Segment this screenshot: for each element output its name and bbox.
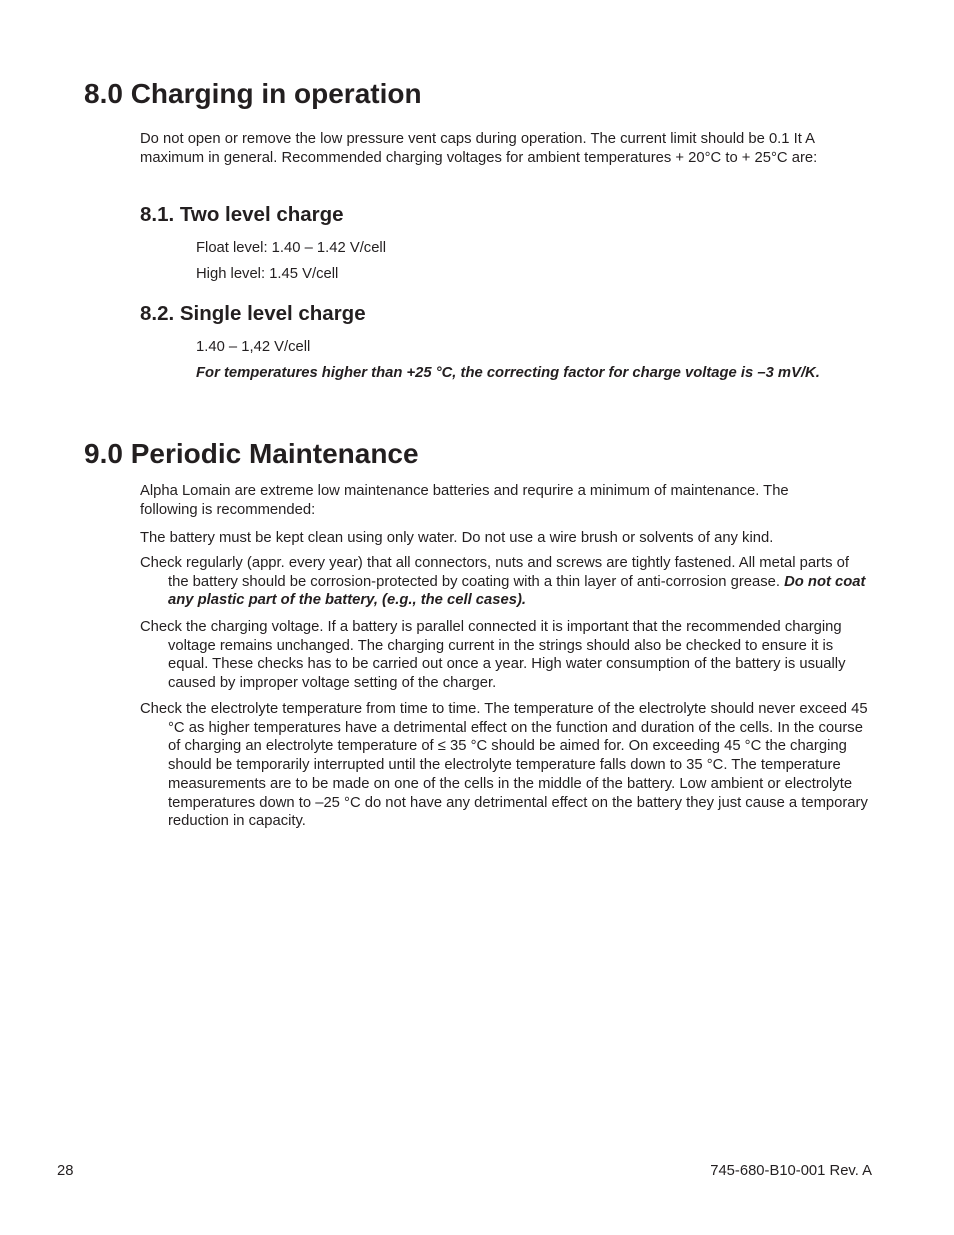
section-9-heading: 9.0 Periodic Maintenance <box>84 438 419 469</box>
section-8-intro: Do not open or remove the low pressure vent caps during operation. The current limit should be 0.1 It A maximum in general. Recommended charging voltages for ambient temperatures + 20°C to + 25°C are: <box>140 131 818 166</box>
connectors-warning: Do not coat any plastic part of the battery, (e.g., the cell cases). <box>168 573 866 609</box>
page-number: 28 <box>57 1163 74 1179</box>
temperature-correction-note: For temperatures higher than +25 °C, the correcting factor for charge voltage is –3 mV/K. <box>196 365 820 381</box>
maintenance-item-charging-voltage: Check the charging voltage. If a battery is parallel connected it is important that the recommended charging voltage remains unchanged. The charging current in the strings should also be checked to ensure it is equal. These checks has to be carried out once a year. High water consumption of the battery is usually caused by improper voltage setting of the charger. <box>140 619 846 692</box>
single-level-voltage-text: 1.40 – 1,42 V/cell <box>196 339 311 355</box>
connectors-text: Check regularly (appr. every year) that all connectors, nuts and screws are tightly fastened. All metal parts of the battery should be corrosion-protected by coating with a thin layer of anti-corrosion grease. <box>140 555 849 590</box>
document-number: 745-680-B10-001 Rev. A <box>710 1163 872 1179</box>
float-level-text: Float level: 1.40 – 1.42 V/cell <box>196 240 387 256</box>
section-8-heading: 8.0 Charging in operation <box>84 78 422 109</box>
subsection-8-1-heading: 8.1. Two level charge <box>140 203 344 226</box>
maintenance-item-electrolyte-temperature: Check the electrolyte temperature from time to time. The temperature of the electrolyte should never exceed 45 °C as higher temperatures have a detrimental effect on the function and duration of the cells. In the course of charging an electrolyte temperature of ≤ 35 °C should be aimed for. On exceeding 45 °C the charging should be temporarily interrupted until the electrolyte temperature falls down to 35 °C. The temperature measurements are to be made on one of the cells in the middle of the battery. Low ambient or electrolyte temperatures down to –25 °C do not have any detrimental effect on the battery they just cause a temporary reduction in capacity. <box>140 701 868 830</box>
high-level-text: High level: 1.45 V/cell <box>196 266 339 282</box>
maintenance-item-cleaning: The battery must be kept clean using only water. Do not use a wire brush or solvents of any kind. <box>140 530 774 546</box>
subsection-8-2-heading: 8.2. Single level charge <box>140 302 366 325</box>
section-9-intro: Alpha Lomain are extreme low maintenance batteries and requrire a minimum of maintenance. The following is recommended: <box>140 483 789 518</box>
maintenance-item-connectors <box>140 554 868 610</box>
